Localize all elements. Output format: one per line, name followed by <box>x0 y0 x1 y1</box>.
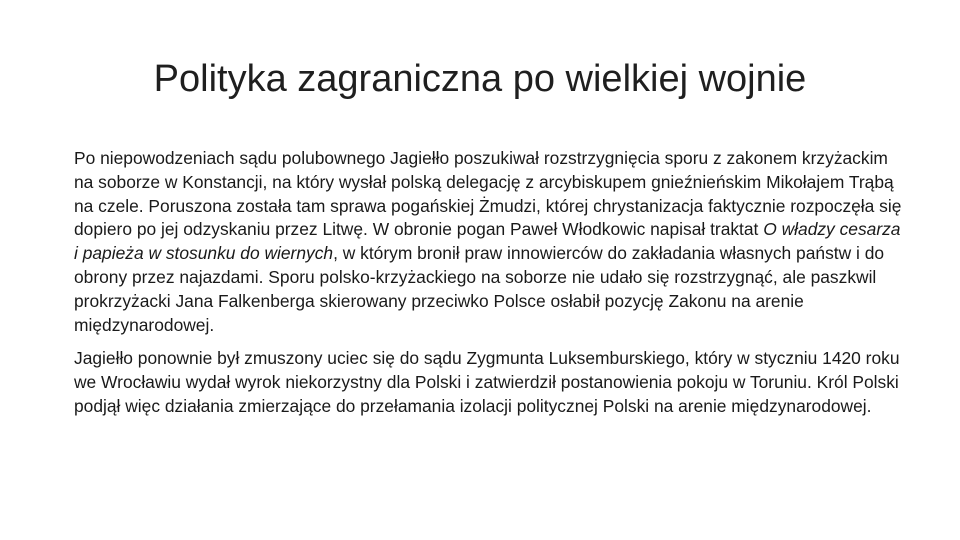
paragraph-2: Jagiełło ponownie był zmuszony uciec się do sądu Zygmunta Luksemburskiego, który w styczniu 1420 roku we Wrocławiu wydał wyrok niekorzystny dla Polski i zatwierdził postanowienia pokoju w Toruniu. Król Polski podjął więc działania zmierzające do przełamania izolacji politycznej Polski na arenie międzynarodowej. <box>74 348 900 416</box>
paragraph-1-text-start: Po niepowodzeniach sądu polubownego Jagiełło poszukiwał rozstrzygnięcia sporu z zakonem krzyżackim na soborze w Konstancji, na który wysłał polską delegację z arcybiskupem gnieźnieńskim Mikołajem Trąbą na czele. Poruszona została tam sprawa pogańskiej Żmudzi, której chrystanizacja faktycznie rozpoczęła się dopiero po jej odzyskaniu przez Litwę. W obronie pogan Paweł Włodkowic napisał traktat <box>74 148 902 240</box>
paragraph-1-text-end: , w którym bronił praw innowierców do zakładania własnych państw i do obrony przez najazdami. Sporu polsko-krzyżackiego na soborze nie udało się rozstrzygnąć, ale paszkwil prokrzyżacki Jana Falkenberga skierowany przeciwko Polsce osłabił pozycję Zakonu na arenie międzynarodowej. <box>74 243 885 335</box>
paragraph-1 <box>74 147 904 337</box>
slide-title: Polityka zagraniczna po wielkiej wojnie <box>153 58 807 100</box>
slide-body <box>74 147 904 429</box>
treatise-title: O władzy cesarza i papieża w stosunku do wiernych <box>74 219 901 264</box>
